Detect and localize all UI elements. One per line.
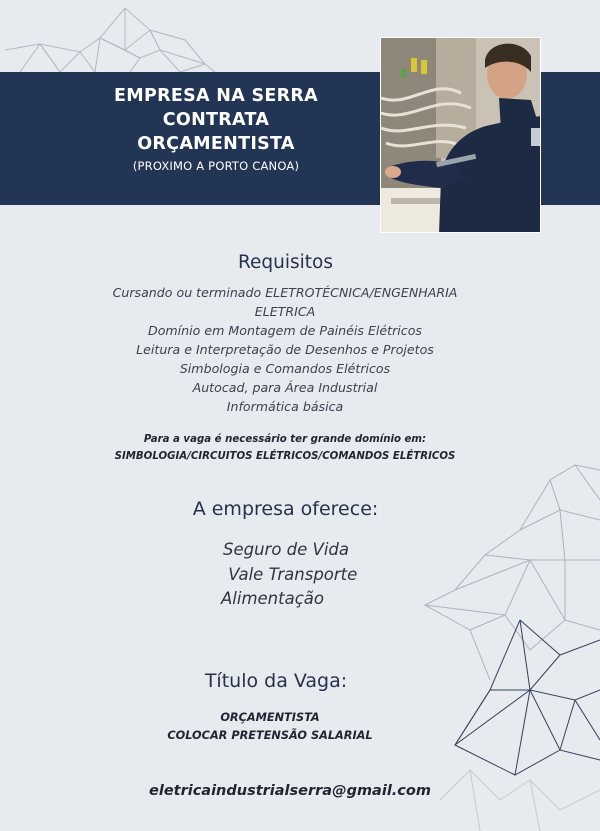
offers-list [215,538,415,612]
requirement-item: Autocad, para Área Industrial [192,380,378,395]
requirement-item: Cursando ou terminado ELETROTÉCNICA/ENGENHARIA [112,285,458,300]
offer-item: Vale Transporte [223,564,358,584]
job-title: ORÇAMENTISTA [220,711,320,724]
requirement-item: Simbologia e Comandos Elétricos [179,361,391,376]
salary-instruction: COLOCAR PRETENSÃO SALARIAL [167,729,373,742]
offer-item: Seguro de Vida [223,540,350,559]
requirement-item: Informática básica [226,399,344,414]
header-text [96,84,336,175]
job-heading: Título da Vaga: [204,670,348,692]
header-title-line-1: EMPRESA NA SERRA [114,86,318,106]
requirement-item: Leitura e Interpretação de Desenhos e Projetos [136,342,434,357]
requirements-list [60,283,510,416]
header-subtitle: (PROXIMO A PORTO CANOA) [132,159,300,173]
header-title-line-2: CONTRATA [162,110,270,130]
header-title-line-3: ORÇAMENTISTA [137,134,295,154]
requirement-item: Domínio em Montagem de Painéis Elétricos [148,323,422,338]
offers-heading: A empresa oferece: [192,498,379,520]
contact-email[interactable]: eletricaindustrialserra@gmail.com [149,783,431,799]
requirements-heading: Requisitos [237,252,333,273]
offer-item: Alimentação [221,589,324,608]
requirement-item: ELETRICA [254,304,316,319]
note-line-1: Para a vaga é necessário ter grande domínio em: [143,434,427,445]
job-details [110,709,430,745]
requirements-note [60,431,510,465]
electrician-working-on-panel-photo [380,37,541,233]
note-line-2: SIMBOLOGIA/CIRCUITOS ELÉTRICOS/COMANDOS ELÉTRICOS [114,451,456,462]
